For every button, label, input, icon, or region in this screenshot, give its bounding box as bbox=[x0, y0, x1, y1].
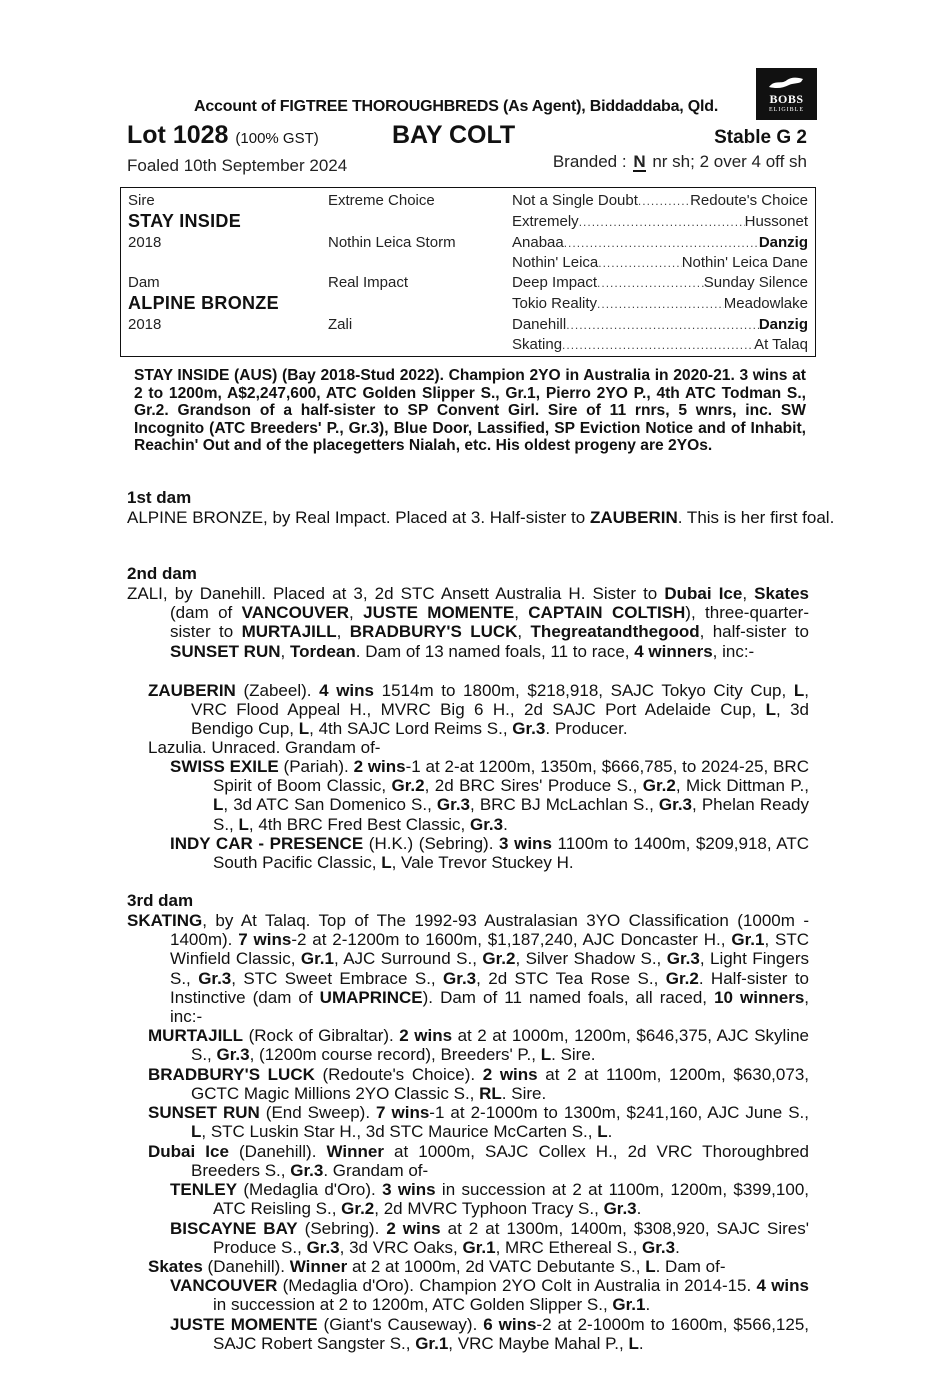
gst-note: (100% GST) bbox=[235, 130, 319, 147]
dam-label: Dam bbox=[128, 274, 160, 291]
ancestor-left: Anabaa bbox=[512, 234, 564, 251]
leader-dots bbox=[564, 234, 759, 251]
text-segment: . bbox=[636, 1199, 642, 1219]
ancestor-row bbox=[512, 336, 808, 353]
ancestor-right: Danzig bbox=[758, 234, 808, 251]
text-segment: (H.K.) (Sebring). bbox=[363, 834, 500, 853]
bold-segment: L bbox=[298, 719, 310, 739]
bold-segment: 4 wins bbox=[319, 681, 374, 700]
bold-segment: VANCOUVER bbox=[170, 1276, 278, 1295]
leader-dots bbox=[597, 274, 704, 291]
text-segment: at 1000m, SAJC Collex H., 2d VRC Thoroughbred Breeders S., bbox=[191, 1142, 809, 1181]
text-segment: , VRC Flood Appeal H., MVRC Big 6 H., 2d SAJC Port Adelaide Cup, bbox=[191, 681, 809, 720]
leader-dots bbox=[598, 254, 681, 271]
text-segment: . Sire. bbox=[551, 1045, 596, 1065]
text-segment: ). Dam of 11 named foals, all raced, bbox=[422, 987, 715, 1007]
text-segment: (dam of bbox=[170, 603, 242, 623]
horse-icon bbox=[767, 73, 807, 91]
text-segment: 1514m to 1800m, $218,918, SAJC Tokyo City Cup, bbox=[374, 681, 794, 700]
bold-segment: Gr.3 bbox=[216, 1045, 250, 1065]
bold-segment: Gr.3 bbox=[436, 795, 471, 815]
bold-segment: MURTAJILL bbox=[148, 1026, 244, 1045]
bold-segment: Gr.2 bbox=[391, 776, 425, 796]
text-segment: (Giant's Causeway). bbox=[317, 1315, 484, 1334]
text-segment: , (1200m course record), Breeders' P., bbox=[249, 1045, 541, 1065]
text-segment: , 2d STC Tea Rose S., bbox=[476, 968, 666, 988]
vendor-account: Account of FIGTREE THOROUGHBREDS (As Agent), Biddaddaba, Qld. bbox=[194, 98, 719, 115]
text-segment: (Medaglia d'Oro). Champion 2YO Colt in Australia in 2014-15. bbox=[277, 1276, 757, 1295]
ancestor-right: Danzig bbox=[758, 316, 808, 333]
text-segment: . Grandam of- bbox=[323, 1161, 429, 1181]
text-segment: , MRC Ethereal S., bbox=[495, 1238, 643, 1258]
stable-location: Stable G 2 bbox=[714, 127, 807, 148]
dam-year: 2018 bbox=[128, 316, 162, 333]
text-segment: , bbox=[742, 584, 755, 603]
text-segment: -1 at 2-at 1200m, 1350m, $666,785, to 2024-25, BRC Spirit of Boom Classic, bbox=[213, 757, 809, 796]
text-segment: 1100m to 1400m, $209,918, ATC South Pacific Classic, bbox=[213, 834, 809, 873]
text-segment: (Redoute's Choice). bbox=[314, 1065, 483, 1084]
bold-segment: TENLEY bbox=[170, 1180, 238, 1199]
bold-segment: L bbox=[793, 681, 805, 700]
bold-segment: Gr.2 bbox=[665, 968, 699, 988]
bold-segment: Skates bbox=[754, 584, 809, 603]
bold-segment: Gr.1 bbox=[462, 1238, 496, 1258]
text-segment: -2 at 2-1000m to 1600m, $566,125, SAJC Robert Sangster S., bbox=[213, 1315, 810, 1354]
bold-segment: Gr.2 bbox=[642, 776, 676, 796]
text-segment: , 4th BRC Fred Best Classic, bbox=[248, 814, 470, 834]
ancestor-row bbox=[512, 213, 808, 230]
bold-segment: L bbox=[191, 1122, 202, 1142]
progeny-dubai-ice bbox=[148, 1142, 809, 1180]
ancestor-right: Redoute's Choice bbox=[690, 192, 808, 209]
bold-segment: 7 wins bbox=[238, 930, 292, 950]
bold-segment: UMAPRINCE bbox=[319, 987, 423, 1007]
bobs-logo bbox=[756, 68, 817, 120]
text-segment: , by At Talaq. Top of The 1992-93 Australasian 3YO Classification (1000m - 1400m). bbox=[170, 911, 809, 950]
bold-segment: SUNSET RUN bbox=[170, 641, 281, 661]
bold-segment: SUNSET RUN bbox=[148, 1103, 260, 1122]
text-segment: -2 at 2-1200m to 1600m, $1,187,240, AJC Doncaster H., bbox=[291, 930, 732, 950]
text-segment: . bbox=[503, 814, 508, 834]
progeny-skates bbox=[148, 1257, 809, 1276]
bold-segment: BISCAYNE BAY bbox=[170, 1219, 298, 1238]
text-segment: , bbox=[349, 603, 364, 623]
text-segment: , 3d Bendigo Cup, bbox=[191, 700, 809, 739]
bold-segment: RL bbox=[479, 1084, 502, 1104]
text-segment: . Sire. bbox=[501, 1084, 547, 1104]
bold-segment: Gr.3 bbox=[603, 1199, 637, 1219]
text-segment: , 3d VRC Oaks, bbox=[339, 1238, 463, 1258]
ancestor-left: Not a Single Doubt bbox=[512, 192, 638, 209]
bold-segment: 3 wins bbox=[499, 834, 552, 853]
text-segment: , Vale Trevor Stuckey H. bbox=[391, 853, 574, 873]
text-segment: at 2 at 1100m, 1200m, $630,073, GCTC Magic Millions 2YO Classic S., bbox=[191, 1065, 809, 1104]
bold-segment: L bbox=[628, 1334, 639, 1354]
bold-segment: L bbox=[238, 814, 249, 834]
third-dam-paragraph bbox=[127, 911, 809, 1026]
bold-segment: JUSTE MOMENTE bbox=[170, 1315, 318, 1334]
bold-segment: BRADBURY'S LUCK bbox=[349, 622, 518, 642]
text-segment: , 2d MVRC Typhoon Tracy S., bbox=[374, 1199, 604, 1219]
text-segment: (Danehill). bbox=[202, 1257, 290, 1276]
text-segment: , STC Sweet Embrace S., bbox=[231, 968, 444, 988]
leader-dots bbox=[579, 213, 745, 230]
text-segment: (Medaglia d'Oro). bbox=[237, 1180, 383, 1199]
bold-segment: Dubai Ice bbox=[664, 584, 743, 603]
sire-summary: STAY INSIDE (AUS) (Bay 2018-Stud 2022). Champion 2YO in Australia in 2020-21. 3 wins at 2 to 1200m, A$2,247,600, ATC Golden Slipper S., Gr.1, Pierro 2YO P., 4th ATC Todman S., Gr.2. Grandson of a half-sister to SP Convent Girl. Sire of 11 rnrs, 5 wnrs, inc. SW Incognito (ATC Breeders' P., Gr.3), Blue Door, Lassified, SP Eviction Notice and of Inhabit, Reachin' Out and of the placegetters Nialah, etc. His oldest progeny are 2YOs. bbox=[134, 367, 806, 455]
leader-dots bbox=[566, 316, 759, 333]
bold-segment: Gr.3 bbox=[198, 968, 232, 988]
ancestor-right: Meadowlake bbox=[723, 295, 808, 312]
text-segment: , half-sister to bbox=[699, 622, 809, 642]
bold-segment: Gr.3 bbox=[666, 949, 700, 969]
ancestor-left: Danehill bbox=[512, 316, 567, 333]
foaled-date: Foaled 10th September 2024 bbox=[127, 156, 348, 175]
bold-segment: Gr.2 bbox=[341, 1199, 375, 1219]
text-segment: in succession at 2 to 1200m, ATC Golden Slipper S., bbox=[213, 1295, 613, 1315]
bold-segment: L bbox=[540, 1045, 552, 1065]
grandprogeny-biscayne-bay bbox=[170, 1219, 809, 1257]
ancestor-right: Hussonet bbox=[744, 213, 808, 230]
text-segment: (Pariah). bbox=[278, 757, 354, 776]
grandprogeny-tenley bbox=[170, 1180, 809, 1218]
bold-segment: Gr.3 bbox=[512, 719, 546, 739]
bold-segment: L bbox=[381, 853, 392, 873]
text-segment: (End Sweep). bbox=[259, 1103, 377, 1122]
horse-sex: BAY COLT bbox=[392, 121, 516, 149]
grandprogeny-juste-momente bbox=[170, 1315, 809, 1353]
text-segment: (Rock of Gibraltar). bbox=[243, 1026, 400, 1045]
sire-label: Sire bbox=[128, 192, 155, 209]
ancestor-left: Skating bbox=[512, 336, 563, 353]
bold-segment: 3 wins bbox=[382, 1180, 436, 1199]
bold-segment: BRADBURY'S LUCK bbox=[148, 1065, 315, 1084]
bold-segment: Skates bbox=[148, 1257, 203, 1276]
bold-segment: Gr.2 bbox=[482, 949, 516, 969]
ancestor-left: Tokio Reality bbox=[512, 295, 598, 312]
text-segment: . bbox=[607, 1122, 613, 1142]
bold-segment: JUSTE MOMENTE bbox=[363, 603, 515, 623]
bold-segment: INDY CAR - PRESENCE bbox=[170, 834, 364, 853]
first-dam-heading: 1st dam bbox=[127, 488, 192, 507]
text-segment: (Sebring). bbox=[297, 1219, 387, 1238]
bold-segment: 6 wins bbox=[483, 1315, 537, 1334]
text-segment: ALPINE BRONZE, by Real Impact. Placed at 3. Half-sister to bbox=[127, 508, 590, 527]
bold-segment: ZAUBERIN bbox=[589, 508, 678, 527]
sire-dam: Nothin Leica Storm bbox=[328, 234, 456, 251]
ancestor-left: Deep Impact bbox=[512, 274, 598, 291]
lot-number: Lot 1028 (100% GST) bbox=[127, 121, 319, 149]
text-segment: , Silver Shadow S., bbox=[515, 949, 667, 969]
progeny-lazulia: Lazulia. Unraced. Grandam of- bbox=[148, 738, 381, 757]
ancestor-right: Nothin' Leica Dane bbox=[681, 254, 808, 271]
bold-segment: ZAUBERIN bbox=[148, 681, 236, 700]
text-segment: , Mick Dittman P., bbox=[675, 776, 809, 796]
sire-name: STAY INSIDE bbox=[128, 211, 242, 231]
sire-sire: Extreme Choice bbox=[328, 192, 435, 209]
second-dam-heading: 2nd dam bbox=[127, 564, 197, 583]
text-segment: , AJC Surround S., bbox=[333, 949, 483, 969]
bold-segment: Gr.3 bbox=[658, 795, 693, 815]
third-dam-heading: 3rd dam bbox=[127, 891, 194, 910]
bold-segment: 7 wins bbox=[376, 1103, 430, 1122]
text-segment: , bbox=[336, 622, 350, 642]
bold-segment: L bbox=[765, 700, 776, 720]
bold-segment: 2 wins bbox=[482, 1065, 538, 1084]
text-segment: , Phelan Ready S., bbox=[213, 795, 809, 834]
ancestor-row bbox=[512, 192, 808, 209]
ancestor-row bbox=[512, 274, 808, 291]
ancestor-row bbox=[512, 254, 808, 271]
bold-segment: L bbox=[645, 1257, 656, 1276]
brand-info: Branded : N nr sh; 2 over 4 off sh bbox=[552, 152, 807, 171]
text-segment: . Dam of- bbox=[655, 1257, 726, 1276]
text-segment: (Zabeel). bbox=[235, 681, 320, 700]
leader-dots bbox=[562, 336, 754, 353]
grandprogeny-vancouver bbox=[170, 1276, 809, 1314]
bold-segment: Tordean bbox=[289, 641, 356, 661]
text-segment: , 3d ATC San Domenico S., bbox=[223, 795, 437, 815]
bold-segment: Gr.1 bbox=[731, 930, 765, 950]
first-dam-paragraph bbox=[127, 508, 852, 527]
bold-segment: SKATING bbox=[127, 911, 203, 930]
bold-segment: Gr.1 bbox=[300, 949, 334, 969]
ancestor-row bbox=[512, 234, 808, 251]
bold-segment: VANCOUVER bbox=[241, 603, 350, 623]
text-segment: in succession at 2 at 1100m, 1200m, $399,100, ATC Reisling S., bbox=[213, 1180, 809, 1219]
text-segment: . bbox=[645, 1295, 651, 1315]
text-segment: at 2 at 1000m, 2d VATC Debutante S., bbox=[347, 1257, 646, 1276]
text-segment: , bbox=[280, 641, 290, 661]
text-segment: , 4th SAJC Lord Reims S., bbox=[309, 719, 513, 739]
bold-segment: Gr.3 bbox=[469, 814, 504, 834]
sire-year: 2018 bbox=[128, 234, 162, 251]
text-segment: . This is her first foal. bbox=[677, 508, 835, 527]
bold-segment: SWISS EXILE bbox=[170, 757, 279, 776]
ancestor-left: Nothin' Leica bbox=[512, 254, 599, 271]
brand-glyph-icon: N bbox=[633, 152, 646, 171]
leader-dots bbox=[638, 192, 690, 209]
dam-name: ALPINE BRONZE bbox=[128, 293, 279, 313]
text-segment: . bbox=[638, 1334, 644, 1354]
text-segment: . Half-sister to Instinctive (dam of bbox=[170, 968, 810, 1007]
bold-segment: 4 wins bbox=[756, 1276, 809, 1295]
second-dam-paragraph bbox=[127, 584, 809, 661]
progeny-bradburys-luck bbox=[148, 1065, 809, 1103]
text-segment: , BRC BJ McLachlan S., bbox=[470, 795, 659, 815]
dam-sire: Real Impact bbox=[328, 274, 409, 291]
bold-segment: 2 wins bbox=[399, 1026, 453, 1045]
bold-segment: Winner bbox=[289, 1257, 348, 1276]
bold-segment: Dubai Ice bbox=[148, 1142, 229, 1161]
leader-dots bbox=[597, 295, 724, 312]
ancestor-row bbox=[512, 295, 808, 312]
text-segment: , VRC Maybe Mahal P., bbox=[448, 1334, 629, 1354]
dam-dam: Zali bbox=[328, 316, 353, 333]
text-segment: , bbox=[517, 622, 531, 642]
ancestor-right: At Talaq bbox=[754, 336, 808, 353]
text-segment: , STC Winfield Classic, bbox=[170, 930, 810, 969]
ancestor-row bbox=[512, 316, 808, 333]
bold-segment: Gr.1 bbox=[415, 1334, 449, 1354]
bold-segment: L bbox=[597, 1122, 608, 1142]
bold-segment: MURTAJILL bbox=[241, 622, 337, 642]
text-segment: at 2 at 1000m, 1200m, $646,375, AJC Skyline S., bbox=[191, 1026, 810, 1065]
pedigree-table bbox=[120, 187, 816, 357]
logo-subtext: ELIGIBLE bbox=[769, 107, 804, 113]
text-segment: (Danehill). bbox=[228, 1142, 327, 1161]
text-segment: , inc:- bbox=[712, 641, 755, 661]
bold-segment: CAPTAIN COLTISH bbox=[528, 603, 686, 623]
bold-segment: 2 wins bbox=[353, 757, 406, 776]
progeny-sunset-run bbox=[148, 1103, 809, 1141]
bold-segment: 4 winners bbox=[634, 641, 713, 661]
ancestor-right: Sunday Silence bbox=[703, 274, 808, 291]
bold-segment: L bbox=[213, 795, 224, 815]
text-segment: . Dam of 13 named foals, 11 to race, bbox=[355, 641, 635, 661]
text-segment: at 2 at 1300m, 1400m, $308,920, SAJC Sires' Produce S., bbox=[213, 1219, 810, 1258]
bold-segment: Gr.3 bbox=[443, 968, 477, 988]
text-segment: , STC Luskin Star H., 3d STC Maurice McCarten S., bbox=[201, 1122, 598, 1142]
text-segment: , Light Fingers S., bbox=[170, 949, 809, 988]
progeny-zauberin bbox=[148, 681, 809, 739]
text-segment: ZALI, by Danehill. Placed at 3, 2d STC Ansett Australia H. Sister to bbox=[127, 584, 665, 603]
text-segment: , inc:- bbox=[170, 987, 810, 1027]
text-segment: , 2d BRC Sires' Produce S., bbox=[424, 776, 643, 796]
text-segment: ), three-quarter-sister to bbox=[170, 603, 809, 642]
logo-text: BOBS bbox=[769, 92, 804, 106]
bold-segment: Gr.3 bbox=[306, 1238, 340, 1258]
ancestor-left: Extremely bbox=[512, 213, 579, 230]
text-segment: . Producer. bbox=[545, 719, 628, 739]
bold-segment: 10 winners bbox=[714, 987, 805, 1007]
bold-segment: Gr.3 bbox=[290, 1161, 324, 1181]
text-segment: . bbox=[675, 1238, 680, 1258]
bold-segment: Thegreatandthegood bbox=[530, 622, 700, 642]
progeny-murtajill bbox=[148, 1026, 809, 1064]
grandprogeny-indy-car bbox=[170, 834, 809, 872]
text-segment: , bbox=[514, 603, 529, 623]
bold-segment: Winner bbox=[326, 1142, 384, 1161]
text-segment: -1 at 2-1000m to 1300m, $241,160, AJC June S., bbox=[429, 1103, 809, 1122]
bold-segment: Gr.3 bbox=[642, 1238, 676, 1258]
grandprogeny-swiss-exile bbox=[170, 757, 809, 834]
bold-segment: 2 wins bbox=[386, 1219, 441, 1238]
bold-segment: Gr.1 bbox=[612, 1295, 646, 1315]
